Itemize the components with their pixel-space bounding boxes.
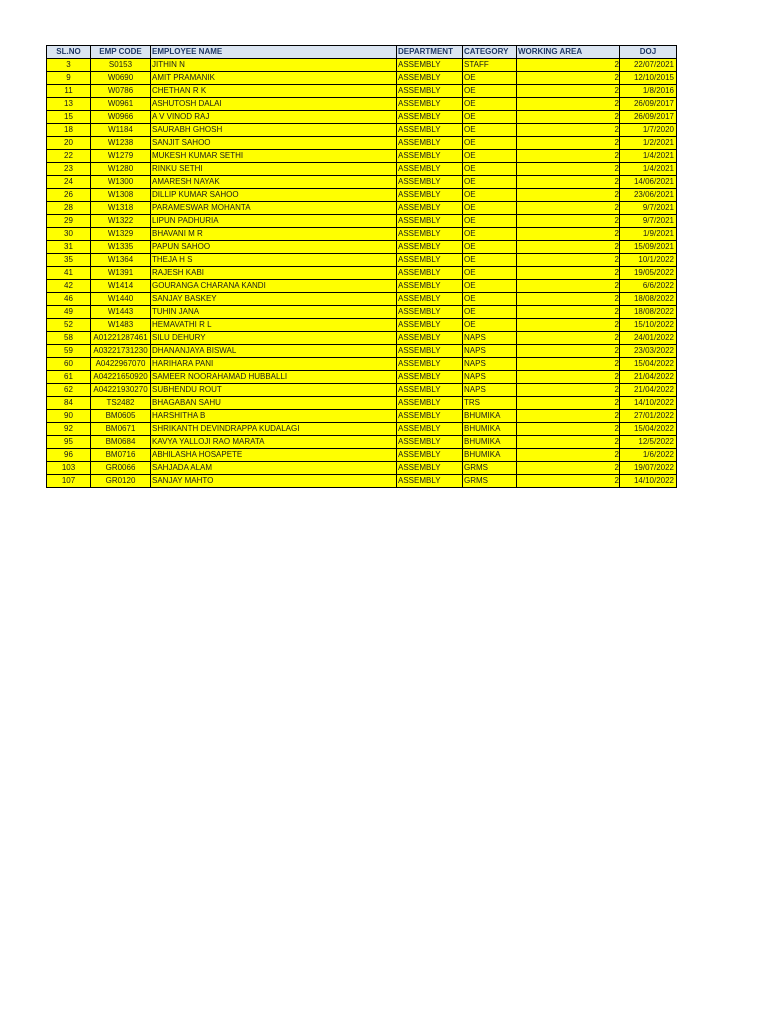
cell-emp-code: BM0716 [91, 449, 151, 462]
cell-working-area: 2 [517, 319, 620, 332]
cell-department: ASSEMBLY [397, 293, 463, 306]
cell-department: ASSEMBLY [397, 163, 463, 176]
cell-sl-no: 35 [47, 254, 91, 267]
table-row [47, 358, 677, 371]
cell-doj: 15/04/2022 [620, 423, 677, 436]
cell-department: ASSEMBLY [397, 150, 463, 163]
cell-department: ASSEMBLY [397, 72, 463, 85]
table-row [47, 215, 677, 228]
table-row [47, 137, 677, 150]
cell-working-area: 2 [517, 345, 620, 358]
cell-employee-name: JITHIN N [151, 59, 397, 72]
cell-doj: 12/10/2015 [620, 72, 677, 85]
cell-sl-no: 95 [47, 436, 91, 449]
cell-working-area: 2 [517, 137, 620, 150]
cell-working-area: 2 [517, 423, 620, 436]
cell-working-area: 2 [517, 228, 620, 241]
cell-category: BHUMIKA [463, 410, 517, 423]
cell-emp-code: BM0671 [91, 423, 151, 436]
cell-category: OE [463, 111, 517, 124]
cell-employee-name: BHAVANI M R [151, 228, 397, 241]
cell-sl-no: 28 [47, 202, 91, 215]
table-header [47, 46, 677, 59]
cell-department: ASSEMBLY [397, 254, 463, 267]
cell-doj: 14/10/2022 [620, 475, 677, 488]
cell-category: BHUMIKA [463, 423, 517, 436]
cell-department: ASSEMBLY [397, 228, 463, 241]
cell-emp-code: W1279 [91, 150, 151, 163]
cell-working-area: 2 [517, 176, 620, 189]
cell-sl-no: 9 [47, 72, 91, 85]
cell-employee-name: MUKESH KUMAR SETHI [151, 150, 397, 163]
cell-sl-no: 90 [47, 410, 91, 423]
cell-category: OE [463, 176, 517, 189]
cell-category: OE [463, 150, 517, 163]
cell-emp-code: W1391 [91, 267, 151, 280]
cell-working-area: 2 [517, 215, 620, 228]
cell-working-area: 2 [517, 124, 620, 137]
cell-doj: 26/09/2017 [620, 111, 677, 124]
cell-department: ASSEMBLY [397, 137, 463, 150]
cell-category: OE [463, 254, 517, 267]
cell-doj: 19/05/2022 [620, 267, 677, 280]
cell-sl-no: 13 [47, 98, 91, 111]
cell-working-area: 2 [517, 254, 620, 267]
cell-sl-no: 11 [47, 85, 91, 98]
cell-department: ASSEMBLY [397, 124, 463, 137]
cell-employee-name: CHETHAN R K [151, 85, 397, 98]
table-row [47, 163, 677, 176]
cell-department: ASSEMBLY [397, 59, 463, 72]
cell-employee-name: TUHIN JANA [151, 306, 397, 319]
cell-employee-name: SANJAY MAHTO [151, 475, 397, 488]
cell-doj: 1/6/2022 [620, 449, 677, 462]
cell-category: OE [463, 124, 517, 137]
cell-category: NAPS [463, 384, 517, 397]
cell-sl-no: 15 [47, 111, 91, 124]
cell-doj: 21/04/2022 [620, 371, 677, 384]
cell-category: NAPS [463, 332, 517, 345]
cell-employee-name: DHANANJAYA BISWAL [151, 345, 397, 358]
cell-working-area: 2 [517, 98, 620, 111]
cell-employee-name: ABHILASHA HOSAPETE [151, 449, 397, 462]
cell-department: ASSEMBLY [397, 397, 463, 410]
cell-working-area: 2 [517, 306, 620, 319]
cell-department: ASSEMBLY [397, 436, 463, 449]
cell-department: ASSEMBLY [397, 215, 463, 228]
table-row [47, 436, 677, 449]
cell-department: ASSEMBLY [397, 384, 463, 397]
cell-emp-code: W0961 [91, 98, 151, 111]
table-row [47, 267, 677, 280]
table-row [47, 72, 677, 85]
cell-sl-no: 84 [47, 397, 91, 410]
cell-employee-name: SAMEER NOORAHAMAD HUBBALLI [151, 371, 397, 384]
cell-working-area: 2 [517, 371, 620, 384]
cell-department: ASSEMBLY [397, 423, 463, 436]
cell-department: ASSEMBLY [397, 410, 463, 423]
cell-emp-code: W1238 [91, 137, 151, 150]
cell-category: OE [463, 241, 517, 254]
cell-doj: 15/09/2021 [620, 241, 677, 254]
cell-employee-name: RINKU SETHI [151, 163, 397, 176]
table-row [47, 111, 677, 124]
cell-emp-code: W1335 [91, 241, 151, 254]
table-row [47, 462, 677, 475]
table-row [47, 228, 677, 241]
cell-working-area: 2 [517, 358, 620, 371]
cell-emp-code: A03221731230 [91, 345, 151, 358]
cell-working-area: 2 [517, 111, 620, 124]
cell-emp-code: W1318 [91, 202, 151, 215]
cell-sl-no: 41 [47, 267, 91, 280]
cell-department: ASSEMBLY [397, 462, 463, 475]
table-row [47, 59, 677, 72]
cell-doj: 14/06/2021 [620, 176, 677, 189]
cell-doj: 9/7/2021 [620, 215, 677, 228]
cell-category: OE [463, 85, 517, 98]
cell-department: ASSEMBLY [397, 332, 463, 345]
header-department: DEPARTMENT [397, 46, 463, 59]
cell-sl-no: 23 [47, 163, 91, 176]
cell-emp-code: W1322 [91, 215, 151, 228]
cell-category: OE [463, 72, 517, 85]
cell-emp-code: BM0684 [91, 436, 151, 449]
header-sl-no: SL.NO [47, 46, 91, 59]
cell-department: ASSEMBLY [397, 319, 463, 332]
cell-category: OE [463, 215, 517, 228]
table-row [47, 202, 677, 215]
cell-doj: 1/4/2021 [620, 163, 677, 176]
cell-sl-no: 58 [47, 332, 91, 345]
cell-doj: 24/01/2022 [620, 332, 677, 345]
cell-department: ASSEMBLY [397, 449, 463, 462]
cell-sl-no: 103 [47, 462, 91, 475]
table-body [47, 59, 677, 488]
cell-department: ASSEMBLY [397, 111, 463, 124]
cell-sl-no: 29 [47, 215, 91, 228]
cell-sl-no: 22 [47, 150, 91, 163]
cell-sl-no: 59 [47, 345, 91, 358]
cell-department: ASSEMBLY [397, 371, 463, 384]
cell-emp-code: W0690 [91, 72, 151, 85]
cell-working-area: 2 [517, 241, 620, 254]
cell-employee-name: KAVYA YALLOJI RAO MARATA [151, 436, 397, 449]
cell-working-area: 2 [517, 189, 620, 202]
cell-category: STAFF [463, 59, 517, 72]
table-row [47, 410, 677, 423]
cell-working-area: 2 [517, 150, 620, 163]
cell-doj: 14/10/2022 [620, 397, 677, 410]
cell-department: ASSEMBLY [397, 475, 463, 488]
header-working-area: WORKING AREA [517, 46, 620, 59]
cell-department: ASSEMBLY [397, 176, 463, 189]
cell-sl-no: 49 [47, 306, 91, 319]
cell-emp-code: W1364 [91, 254, 151, 267]
cell-category: OE [463, 280, 517, 293]
header-category: CATEGORY [463, 46, 517, 59]
cell-working-area: 2 [517, 397, 620, 410]
cell-emp-code: W1308 [91, 189, 151, 202]
table-row [47, 397, 677, 410]
cell-sl-no: 42 [47, 280, 91, 293]
cell-working-area: 2 [517, 462, 620, 475]
cell-sl-no: 18 [47, 124, 91, 137]
cell-emp-code: W1184 [91, 124, 151, 137]
cell-doj: 27/01/2022 [620, 410, 677, 423]
cell-sl-no: 52 [47, 319, 91, 332]
cell-sl-no: 92 [47, 423, 91, 436]
cell-working-area: 2 [517, 384, 620, 397]
cell-department: ASSEMBLY [397, 202, 463, 215]
cell-emp-code: W1300 [91, 176, 151, 189]
table-row [47, 332, 677, 345]
table-row [47, 98, 677, 111]
cell-employee-name: AMARESH NAYAK [151, 176, 397, 189]
table-row [47, 371, 677, 384]
table-row [47, 475, 677, 488]
header-emp-code: EMP CODE [91, 46, 151, 59]
cell-working-area: 2 [517, 293, 620, 306]
cell-emp-code: W1329 [91, 228, 151, 241]
cell-sl-no: 30 [47, 228, 91, 241]
cell-doj: 22/07/2021 [620, 59, 677, 72]
table-row [47, 293, 677, 306]
cell-employee-name: HARIHARA PANI [151, 358, 397, 371]
cell-employee-name: GOURANGA CHARANA KANDI [151, 280, 397, 293]
header-employee-name: EMPLOYEE NAME [151, 46, 397, 59]
cell-category: OE [463, 137, 517, 150]
cell-category: GRMS [463, 475, 517, 488]
cell-sl-no: 24 [47, 176, 91, 189]
cell-working-area: 2 [517, 436, 620, 449]
cell-emp-code: A01221287461 [91, 332, 151, 345]
cell-doj: 15/10/2022 [620, 319, 677, 332]
cell-emp-code: A04221650920 [91, 371, 151, 384]
header-row [47, 46, 677, 59]
table-row [47, 150, 677, 163]
cell-employee-name: LIPUN PADHURIA [151, 215, 397, 228]
table-row [47, 189, 677, 202]
cell-employee-name: SAURABH GHOSH [151, 124, 397, 137]
table-row [47, 280, 677, 293]
cell-category: OE [463, 319, 517, 332]
cell-category: BHUMIKA [463, 449, 517, 462]
cell-employee-name: PARAMESWAR MOHANTA [151, 202, 397, 215]
cell-working-area: 2 [517, 163, 620, 176]
table-row [47, 241, 677, 254]
cell-employee-name: SHRIKANTH DEVINDRAPPA KUDALAGI [151, 423, 397, 436]
cell-category: OE [463, 202, 517, 215]
cell-department: ASSEMBLY [397, 98, 463, 111]
cell-employee-name: HEMAVATHI R L [151, 319, 397, 332]
cell-sl-no: 31 [47, 241, 91, 254]
cell-emp-code: GR0066 [91, 462, 151, 475]
cell-doj: 15/04/2022 [620, 358, 677, 371]
cell-department: ASSEMBLY [397, 85, 463, 98]
cell-category: OE [463, 189, 517, 202]
cell-employee-name: THEJA H S [151, 254, 397, 267]
cell-doj: 6/6/2022 [620, 280, 677, 293]
cell-department: ASSEMBLY [397, 267, 463, 280]
cell-category: NAPS [463, 371, 517, 384]
cell-doj: 26/09/2017 [620, 98, 677, 111]
cell-doj: 23/06/2021 [620, 189, 677, 202]
table-row [47, 124, 677, 137]
cell-working-area: 2 [517, 85, 620, 98]
cell-category: NAPS [463, 358, 517, 371]
cell-sl-no: 26 [47, 189, 91, 202]
cell-category: GRMS [463, 462, 517, 475]
table-row [47, 319, 677, 332]
cell-employee-name: SILU DEHURY [151, 332, 397, 345]
table-row [47, 345, 677, 358]
table-row [47, 384, 677, 397]
table-row [47, 176, 677, 189]
cell-category: OE [463, 267, 517, 280]
cell-working-area: 2 [517, 202, 620, 215]
header-doj: DOJ [620, 46, 677, 59]
cell-sl-no: 62 [47, 384, 91, 397]
cell-emp-code: W0966 [91, 111, 151, 124]
cell-category: OE [463, 293, 517, 306]
cell-employee-name: DILLIP KUMAR SAHOO [151, 189, 397, 202]
cell-category: NAPS [463, 345, 517, 358]
cell-employee-name: PAPUN SAHOO [151, 241, 397, 254]
cell-sl-no: 96 [47, 449, 91, 462]
cell-category: BHUMIKA [463, 436, 517, 449]
cell-sl-no: 107 [47, 475, 91, 488]
cell-emp-code: S0153 [91, 59, 151, 72]
cell-employee-name: AMIT PRAMANIK [151, 72, 397, 85]
table-row [47, 85, 677, 98]
cell-employee-name: ASHUTOSH DALAI [151, 98, 397, 111]
table-row [47, 449, 677, 462]
cell-emp-code: A0422967070 [91, 358, 151, 371]
cell-doj: 1/4/2021 [620, 150, 677, 163]
cell-emp-code: TS2482 [91, 397, 151, 410]
cell-employee-name: SANJAY BASKEY [151, 293, 397, 306]
cell-sl-no: 46 [47, 293, 91, 306]
cell-emp-code: A04221930270 [91, 384, 151, 397]
cell-employee-name: SAHJADA ALAM [151, 462, 397, 475]
cell-sl-no: 60 [47, 358, 91, 371]
cell-doj: 21/04/2022 [620, 384, 677, 397]
cell-emp-code: W0786 [91, 85, 151, 98]
cell-sl-no: 3 [47, 59, 91, 72]
cell-working-area: 2 [517, 449, 620, 462]
table-row [47, 306, 677, 319]
cell-department: ASSEMBLY [397, 241, 463, 254]
cell-employee-name: A V VINOD RAJ [151, 111, 397, 124]
cell-category: TRS [463, 397, 517, 410]
cell-doj: 18/08/2022 [620, 306, 677, 319]
cell-emp-code: W1280 [91, 163, 151, 176]
cell-emp-code: W1483 [91, 319, 151, 332]
cell-emp-code: GR0120 [91, 475, 151, 488]
cell-employee-name: BHAGABAN SAHU [151, 397, 397, 410]
cell-doj: 9/7/2021 [620, 202, 677, 215]
cell-doj: 18/08/2022 [620, 293, 677, 306]
cell-working-area: 2 [517, 267, 620, 280]
table-row [47, 254, 677, 267]
cell-department: ASSEMBLY [397, 189, 463, 202]
cell-emp-code: W1443 [91, 306, 151, 319]
cell-doj: 1/8/2016 [620, 85, 677, 98]
table-row [47, 423, 677, 436]
cell-working-area: 2 [517, 475, 620, 488]
cell-sl-no: 20 [47, 137, 91, 150]
cell-working-area: 2 [517, 59, 620, 72]
cell-employee-name: SUBHENDU ROUT [151, 384, 397, 397]
cell-doj: 1/2/2021 [620, 137, 677, 150]
cell-doj: 10/1/2022 [620, 254, 677, 267]
cell-doj: 1/7/2020 [620, 124, 677, 137]
cell-employee-name: SANJIT SAHOO [151, 137, 397, 150]
cell-working-area: 2 [517, 72, 620, 85]
cell-doj: 23/03/2022 [620, 345, 677, 358]
cell-employee-name: RAJESH KABI [151, 267, 397, 280]
cell-department: ASSEMBLY [397, 345, 463, 358]
cell-category: OE [463, 98, 517, 111]
cell-employee-name: HARSHITHA B [151, 410, 397, 423]
cell-emp-code: BM0605 [91, 410, 151, 423]
cell-category: OE [463, 228, 517, 241]
cell-working-area: 2 [517, 280, 620, 293]
cell-working-area: 2 [517, 332, 620, 345]
cell-doj: 19/07/2022 [620, 462, 677, 475]
cell-department: ASSEMBLY [397, 280, 463, 293]
employee-table [46, 45, 677, 488]
cell-sl-no: 61 [47, 371, 91, 384]
cell-category: OE [463, 163, 517, 176]
cell-working-area: 2 [517, 410, 620, 423]
cell-doj: 1/9/2021 [620, 228, 677, 241]
cell-department: ASSEMBLY [397, 306, 463, 319]
cell-doj: 12/5/2022 [620, 436, 677, 449]
cell-emp-code: W1440 [91, 293, 151, 306]
cell-department: ASSEMBLY [397, 358, 463, 371]
cell-category: OE [463, 306, 517, 319]
cell-emp-code: W1414 [91, 280, 151, 293]
